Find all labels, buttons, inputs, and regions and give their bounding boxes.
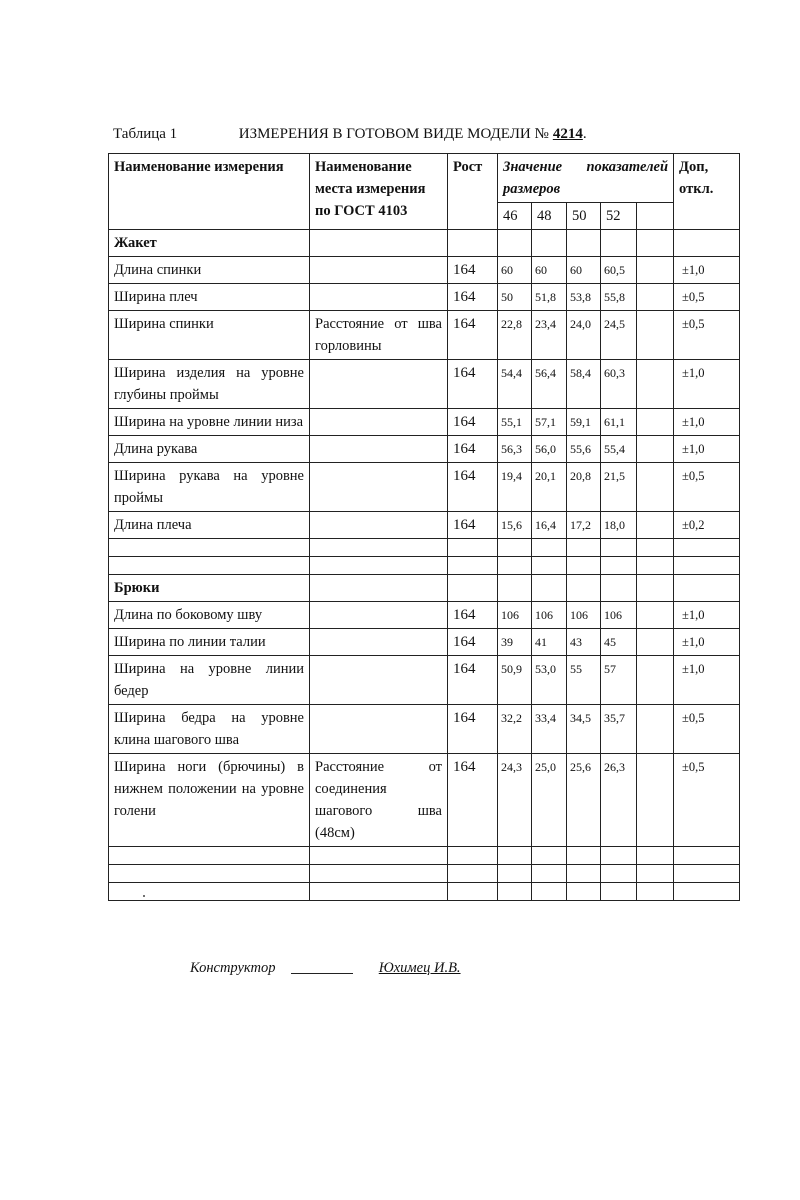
- header-sizes-text: Значение показателей размеров: [503, 159, 669, 197]
- size-value: 15,6: [498, 512, 532, 539]
- empty-cell: [674, 847, 740, 865]
- empty-cell: [601, 557, 637, 575]
- empty-cell: [109, 539, 310, 557]
- empty-cell: [498, 883, 532, 901]
- signature-line: [291, 973, 353, 974]
- header-rost: Рост: [448, 154, 498, 230]
- height-value: 164: [448, 409, 498, 436]
- size-value: 55,8: [601, 284, 637, 311]
- measurement-name: Длина рукава: [109, 436, 310, 463]
- empty-cell: [498, 539, 532, 557]
- measurement-place: [310, 705, 448, 754]
- section-empty: [674, 230, 740, 257]
- height-value: 164: [448, 311, 498, 360]
- signature-block: [190, 960, 461, 977]
- measurement-place: [310, 436, 448, 463]
- size-value: 106: [567, 602, 601, 629]
- empty-cell: [674, 883, 740, 901]
- measurement-name: Ширина бедра на уровне клина шагового шва: [109, 705, 310, 754]
- section-title: Жакет: [109, 230, 310, 257]
- signature-role: Конструктор: [190, 960, 276, 976]
- size-value: [637, 463, 674, 512]
- height-value: 164: [448, 602, 498, 629]
- size-value: 50,9: [498, 656, 532, 705]
- height-value: 164: [448, 360, 498, 409]
- measurement-name: Ширина по линии талии: [109, 629, 310, 656]
- size-value: 19,4: [498, 463, 532, 512]
- empty-cell: [310, 865, 448, 883]
- size-value: 41: [532, 629, 567, 656]
- table-row: [109, 629, 740, 656]
- empty-cell: [567, 557, 601, 575]
- empty-cell: [637, 557, 674, 575]
- empty-cell: [498, 847, 532, 865]
- section-row: [109, 230, 740, 257]
- measurement-name: Длина плеча: [109, 512, 310, 539]
- deviation-value: ±1,0: [674, 409, 740, 436]
- size-value: 61,1: [601, 409, 637, 436]
- measurement-name: Длина по боковому шву: [109, 602, 310, 629]
- size-value: 60,5: [601, 257, 637, 284]
- size-value: 24,0: [567, 311, 601, 360]
- table-row: [109, 463, 740, 512]
- section-empty: [498, 230, 532, 257]
- empty-cell: [448, 883, 498, 901]
- empty-row: [109, 557, 740, 575]
- table-body: [109, 154, 740, 901]
- measurement-place: [310, 656, 448, 705]
- header-sizes: [498, 154, 674, 203]
- model-number: 4214: [552, 126, 583, 142]
- signature-name: Юхимец И.В.: [378, 960, 461, 976]
- section-empty: [637, 575, 674, 602]
- size-value: [637, 656, 674, 705]
- height-value: 164: [448, 463, 498, 512]
- table-row: [109, 409, 740, 436]
- section-empty: [637, 230, 674, 257]
- deviation-value: ±1,0: [674, 656, 740, 705]
- height-value: 164: [448, 436, 498, 463]
- table-row: [109, 311, 740, 360]
- caption-period: .: [582, 126, 587, 142]
- empty-cell: [448, 539, 498, 557]
- section-empty: [532, 230, 567, 257]
- size-value: 25,0: [532, 754, 567, 847]
- size-value: 20,1: [532, 463, 567, 512]
- empty-cell: [310, 847, 448, 865]
- height-value: 164: [448, 705, 498, 754]
- size-value: [637, 360, 674, 409]
- measurement-name: Ширина ноги (брючины) в нижнем положении на уровне голени: [109, 754, 310, 847]
- measurement-place: [310, 463, 448, 512]
- size-48: 48: [532, 203, 567, 230]
- size-value: 60: [532, 257, 567, 284]
- size-value: 23,4: [532, 311, 567, 360]
- size-value: [637, 512, 674, 539]
- size-value: 55,6: [567, 436, 601, 463]
- measurement-name: Ширина изделия на уровне глубины проймы: [109, 360, 310, 409]
- empty-cell: [532, 883, 567, 901]
- size-value: [637, 705, 674, 754]
- size-value: 21,5: [601, 463, 637, 512]
- size-value: 56,3: [498, 436, 532, 463]
- size-value: 59,1: [567, 409, 601, 436]
- empty-cell: [637, 847, 674, 865]
- height-value: 164: [448, 629, 498, 656]
- size-value: 17,2: [567, 512, 601, 539]
- section-empty: [567, 230, 601, 257]
- measurement-place: [310, 257, 448, 284]
- section-empty: [310, 575, 448, 602]
- deviation-value: ±0,5: [674, 705, 740, 754]
- empty-cell: [532, 557, 567, 575]
- size-52: 52: [601, 203, 637, 230]
- measurement-place: [310, 512, 448, 539]
- header-name: Наименование измерения: [109, 154, 310, 230]
- size-value: 55,1: [498, 409, 532, 436]
- section-row: [109, 575, 740, 602]
- size-value: 32,2: [498, 705, 532, 754]
- deviation-value: ±1,0: [674, 257, 740, 284]
- size-value: 106: [532, 602, 567, 629]
- table-row: [109, 360, 740, 409]
- size-value: 57,1: [532, 409, 567, 436]
- empty-cell: [532, 847, 567, 865]
- height-value: 164: [448, 754, 498, 847]
- empty-cell: [601, 847, 637, 865]
- deviation-value: ±1,0: [674, 360, 740, 409]
- size-value: 55,4: [601, 436, 637, 463]
- size-value: [637, 629, 674, 656]
- empty-cell: [109, 847, 310, 865]
- size-50: 50: [567, 203, 601, 230]
- section-empty: [448, 575, 498, 602]
- size-value: 24,3: [498, 754, 532, 847]
- deviation-value: ±1,0: [674, 436, 740, 463]
- size-46: 46: [498, 203, 532, 230]
- size-value: 16,4: [532, 512, 567, 539]
- size-value: 25,6: [567, 754, 601, 847]
- empty-row: [109, 539, 740, 557]
- size-value: 53,0: [532, 656, 567, 705]
- size-value: 55: [567, 656, 601, 705]
- section-empty: [674, 575, 740, 602]
- size-value: 26,3: [601, 754, 637, 847]
- table-number: Таблица 1: [113, 126, 178, 142]
- measurement-place: [310, 629, 448, 656]
- empty-cell: [637, 883, 674, 901]
- size-value: [637, 436, 674, 463]
- table-title: ИЗМЕРЕНИЯ В ГОТОВОМ ВИДЕ МОДЕЛИ №: [238, 126, 549, 142]
- measurement-name: Ширина рукава на уровне проймы: [109, 463, 310, 512]
- deviation-value: ±0,5: [674, 284, 740, 311]
- empty-cell: [448, 865, 498, 883]
- empty-cell: [448, 557, 498, 575]
- size-value: [637, 311, 674, 360]
- table-row: [109, 754, 740, 847]
- size-value: [637, 754, 674, 847]
- section-empty: [498, 575, 532, 602]
- empty-cell: [674, 557, 740, 575]
- empty-cell: [637, 539, 674, 557]
- measurement-place: [310, 284, 448, 311]
- size-value: 58,4: [567, 360, 601, 409]
- size-value: [637, 257, 674, 284]
- deviation-value: ±0,2: [674, 512, 740, 539]
- size-value: 39: [498, 629, 532, 656]
- empty-row: [109, 847, 740, 865]
- empty-cell: [310, 539, 448, 557]
- deviation-value: ±0,5: [674, 463, 740, 512]
- empty-cell: [567, 847, 601, 865]
- height-value: 164: [448, 284, 498, 311]
- empty-cell: [601, 865, 637, 883]
- empty-cell: [109, 883, 310, 901]
- size-value: 34,5: [567, 705, 601, 754]
- measurement-place: [310, 602, 448, 629]
- empty-cell: [637, 865, 674, 883]
- section-empty: [532, 575, 567, 602]
- table-row: [109, 705, 740, 754]
- empty-cell: [310, 557, 448, 575]
- empty-cell: [448, 847, 498, 865]
- size-value: 53,8: [567, 284, 601, 311]
- measurement-name: Ширина плеч: [109, 284, 310, 311]
- deviation-value: ±0,5: [674, 754, 740, 847]
- measurement-place: Расстояние от шва горловины: [310, 311, 448, 360]
- empty-cell: [567, 539, 601, 557]
- table-row: [109, 284, 740, 311]
- measurement-name: Ширина на уровне линии бедер: [109, 656, 310, 705]
- size-value: 20,8: [567, 463, 601, 512]
- measurement-name: Ширина спинки: [109, 311, 310, 360]
- section-empty: [448, 230, 498, 257]
- stray-dot: [143, 895, 145, 897]
- section-empty: [601, 230, 637, 257]
- empty-cell: [532, 539, 567, 557]
- deviation-value: ±1,0: [674, 602, 740, 629]
- measurements-table: [108, 153, 740, 901]
- deviation-value: ±1,0: [674, 629, 740, 656]
- empty-cell: [674, 865, 740, 883]
- section-title: Брюки: [109, 575, 310, 602]
- size-value: 60,3: [601, 360, 637, 409]
- empty-cell: [498, 865, 532, 883]
- empty-cell: [567, 883, 601, 901]
- size-value: 33,4: [532, 705, 567, 754]
- empty-cell: [498, 557, 532, 575]
- section-empty: [310, 230, 448, 257]
- empty-cell: [109, 557, 310, 575]
- size-value: [637, 284, 674, 311]
- empty-cell: [601, 883, 637, 901]
- table-row: [109, 656, 740, 705]
- empty-cell: [674, 539, 740, 557]
- header-place: Наименование места измерения по ГОСТ 4103: [310, 154, 448, 230]
- table-caption: [113, 126, 713, 143]
- section-empty: [567, 575, 601, 602]
- header-row: [109, 154, 740, 203]
- header-deviation: Доп, откл.: [674, 154, 740, 230]
- size-value: 56,0: [532, 436, 567, 463]
- table-row: [109, 436, 740, 463]
- size-value: 57: [601, 656, 637, 705]
- size-value: 56,4: [532, 360, 567, 409]
- table-row: [109, 602, 740, 629]
- size-value: 106: [498, 602, 532, 629]
- height-value: 164: [448, 257, 498, 284]
- size-value: 22,8: [498, 311, 532, 360]
- empty-cell: [567, 865, 601, 883]
- table-row: [109, 512, 740, 539]
- measurement-name: Длина спинки: [109, 257, 310, 284]
- size-value: 24,5: [601, 311, 637, 360]
- measurement-place: [310, 409, 448, 436]
- deviation-value: ±0,5: [674, 311, 740, 360]
- empty-cell: [109, 865, 310, 883]
- empty-cell: [310, 883, 448, 901]
- size-value: 60: [498, 257, 532, 284]
- size-value: 60: [567, 257, 601, 284]
- measurement-name: Ширина на уровне линии низа: [109, 409, 310, 436]
- height-value: 164: [448, 656, 498, 705]
- size-value: 35,7: [601, 705, 637, 754]
- empty-row: [109, 865, 740, 883]
- size-empty: [637, 203, 674, 230]
- height-value: 164: [448, 512, 498, 539]
- measurement-place: Расстояние от соединения шагового шва (48см): [310, 754, 448, 847]
- empty-row: [109, 883, 740, 901]
- size-value: 50: [498, 284, 532, 311]
- size-value: 18,0: [601, 512, 637, 539]
- size-value: 45: [601, 629, 637, 656]
- size-value: [637, 602, 674, 629]
- measurement-place: [310, 360, 448, 409]
- empty-cell: [532, 865, 567, 883]
- size-value: [637, 409, 674, 436]
- table-row: [109, 257, 740, 284]
- size-value: 43: [567, 629, 601, 656]
- size-value: 51,8: [532, 284, 567, 311]
- empty-cell: [601, 539, 637, 557]
- size-value: 106: [601, 602, 637, 629]
- size-value: 54,4: [498, 360, 532, 409]
- section-empty: [601, 575, 637, 602]
